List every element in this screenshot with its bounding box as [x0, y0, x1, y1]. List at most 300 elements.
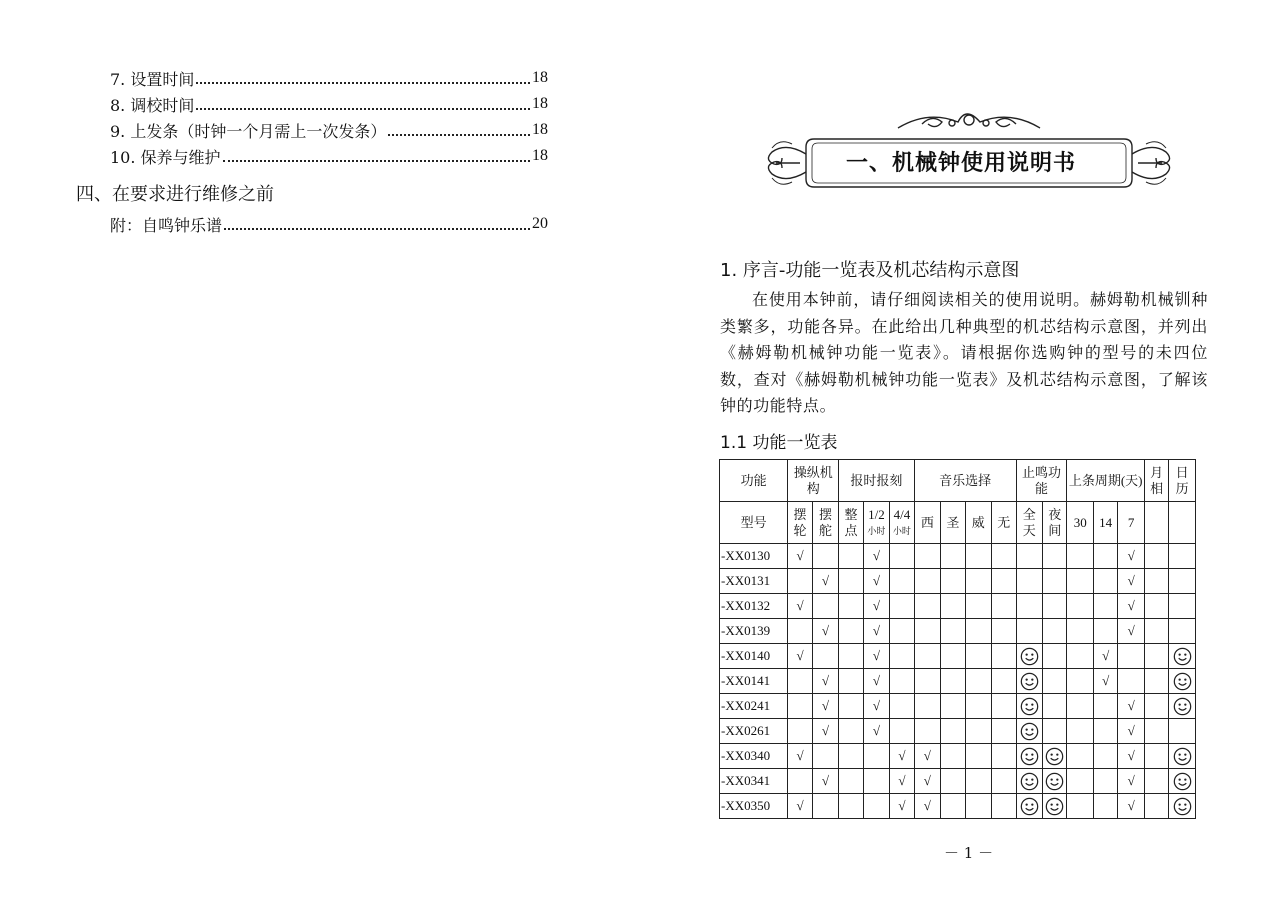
sub-header-30: 30 — [1067, 502, 1093, 544]
table-cell — [1067, 744, 1093, 769]
table-cell — [1016, 569, 1042, 594]
table-cell — [941, 569, 965, 594]
table-cell — [890, 719, 914, 744]
model-cell: -XX0340 — [720, 744, 788, 769]
model-cell: -XX0140 — [720, 644, 788, 669]
sub-header-escapement: 摆舵 — [812, 502, 839, 544]
check-mark: √ — [1127, 773, 1135, 788]
table-cell — [788, 669, 812, 694]
table-cell — [1016, 669, 1042, 694]
col-header-chime: 报时报刻 — [839, 460, 914, 502]
model-cell: -XX0139 — [720, 619, 788, 644]
table-cell — [788, 769, 812, 794]
table-cell — [1067, 769, 1093, 794]
table-cell — [1144, 669, 1168, 694]
check-mark: √ — [796, 548, 804, 563]
table-cell — [1043, 619, 1067, 644]
table-cell — [839, 794, 863, 819]
check-mark: √ — [872, 648, 880, 663]
table-cell — [1169, 644, 1196, 669]
table-cell — [1118, 769, 1144, 794]
table-cell — [1016, 644, 1042, 669]
check-mark: √ — [898, 748, 906, 763]
sub-header-quarter-bottom: 小时 — [892, 525, 911, 536]
table-cell — [992, 619, 1016, 644]
table-cell — [890, 619, 914, 644]
table-cell — [965, 644, 991, 669]
table-cell — [863, 794, 889, 819]
table-cell — [1144, 794, 1168, 819]
table-cell — [890, 669, 914, 694]
table-cell — [1144, 694, 1168, 719]
smiley-face-icon — [1020, 772, 1039, 791]
col-header-mechanism: 操纵机构 — [788, 460, 839, 502]
sub-header-half-top: 1/2 — [868, 506, 885, 522]
chapter-title[interactable]: 一、机械钟使用说明书 — [845, 150, 1076, 176]
table-cell — [1144, 544, 1168, 569]
smiley-face-icon — [1173, 672, 1192, 691]
table-cell — [812, 769, 839, 794]
sub-header-half-bottom: 小时 — [867, 525, 886, 536]
sub-header-saint: 圣 — [941, 502, 965, 544]
table-cell — [1144, 644, 1168, 669]
table-cell — [890, 544, 914, 569]
table-cell — [914, 694, 940, 719]
table-row — [720, 544, 1196, 569]
table-cell — [1118, 569, 1144, 594]
table-cell — [839, 569, 863, 594]
check-mark: √ — [1127, 698, 1135, 713]
table-cell — [1016, 544, 1042, 569]
table-cell — [839, 544, 863, 569]
table-cell — [863, 669, 889, 694]
table-cell — [1093, 644, 1117, 669]
table-cell — [839, 619, 863, 644]
table-cell — [812, 619, 839, 644]
smiley-face-icon — [1020, 722, 1039, 741]
table-cell — [1067, 569, 1093, 594]
model-cell: -XX0141 — [720, 669, 788, 694]
table-cell — [839, 719, 863, 744]
table-cell — [992, 669, 1016, 694]
table-cell — [965, 669, 991, 694]
table-cell — [1043, 644, 1067, 669]
toc-section-heading[interactable]: 四、在要求进行维修之前 — [76, 184, 274, 205]
table-cell — [1067, 619, 1093, 644]
table-cell — [839, 694, 863, 719]
toc-entry-label: 10. 保养与维护 — [110, 147, 221, 167]
toc-leader-dots — [224, 227, 530, 230]
table-cell — [1118, 644, 1144, 669]
table-cell — [1067, 669, 1093, 694]
smiley-face-icon — [1020, 797, 1039, 816]
table-cell — [1118, 794, 1144, 819]
toc-entry-label: 9. 上发条（时钟一个月需上一次发条） — [110, 121, 387, 141]
check-mark: √ — [872, 673, 880, 688]
toc-entry-label: 附：自鸣钟乐谱 — [110, 215, 223, 235]
table-header-row — [720, 460, 1196, 502]
toc-entry-page: 20 — [532, 215, 548, 232]
sub-header-wei: 威 — [965, 502, 991, 544]
table-cell — [788, 544, 812, 569]
col-header-model: 型号 — [720, 502, 788, 544]
sub-header-7: 7 — [1118, 502, 1144, 544]
model-cell: -XX0130 — [720, 544, 788, 569]
table-row — [720, 744, 1196, 769]
table-cell — [992, 744, 1016, 769]
table-row — [720, 719, 1196, 744]
table-cell — [812, 719, 839, 744]
check-mark: √ — [1127, 748, 1135, 763]
table-cell — [965, 794, 991, 819]
table-cell — [1169, 744, 1196, 769]
table-cell — [1118, 619, 1144, 644]
table-cell — [1067, 794, 1093, 819]
table-row — [720, 619, 1196, 644]
col-header-silence: 止鸣功能 — [1016, 460, 1067, 502]
toc-entry-8[interactable] — [110, 91, 548, 117]
table-cell — [788, 619, 812, 644]
table-cell — [1144, 719, 1168, 744]
smiley-face-icon — [1173, 647, 1192, 666]
table-cell — [1093, 719, 1117, 744]
sub-header-allday: 全天 — [1016, 502, 1042, 544]
table-cell — [992, 694, 1016, 719]
table-cell — [1093, 569, 1117, 594]
table-cell — [914, 619, 940, 644]
table-row — [720, 769, 1196, 794]
check-mark: √ — [821, 773, 830, 788]
intro-paragraph: 在使用本钟前，请仔细阅读相关的使用说明。赫姆勒机械钏种类繁多，功能各异。在此给出几种典型的机芯结构示意图，并列出《赫姆勒机械钟功能一览表》。请根据你选购钟的型号的未四位数，查对《赫姆勒机械钟功能一览表》及机芯结构示意图，了解该钟的功能特点。 — [720, 290, 1208, 415]
table-cell — [788, 794, 812, 819]
table-cell — [863, 569, 889, 594]
sub-header-14: 14 — [1093, 502, 1117, 544]
check-mark: √ — [923, 773, 931, 788]
table-cell — [1144, 619, 1168, 644]
table-cell — [941, 644, 965, 669]
table-cell — [1118, 719, 1144, 744]
table-cell — [1016, 719, 1042, 744]
check-mark: √ — [821, 723, 830, 738]
table-cell — [941, 794, 965, 819]
table-cell — [1043, 594, 1067, 619]
table-cell — [965, 694, 991, 719]
check-mark: √ — [1102, 673, 1110, 688]
table-cell — [890, 644, 914, 669]
table-cell — [839, 669, 863, 694]
table-cell — [992, 569, 1016, 594]
table-cell — [1093, 594, 1117, 619]
sub-header-half-hour — [863, 502, 889, 544]
check-mark: √ — [872, 573, 880, 588]
toc-entry-7[interactable] — [110, 65, 548, 91]
table-cell — [992, 719, 1016, 744]
table-cell — [812, 669, 839, 694]
table-cell — [941, 544, 965, 569]
check-mark: √ — [898, 798, 906, 813]
table-cell — [1093, 694, 1117, 719]
table-cell — [863, 544, 889, 569]
table-cell — [941, 769, 965, 794]
col-header-winding: 上条周期(天) — [1067, 460, 1144, 502]
check-mark: √ — [1127, 573, 1135, 588]
table-cell — [1016, 744, 1042, 769]
toc-entry-appendix[interactable] — [110, 211, 548, 237]
table-cell — [1016, 619, 1042, 644]
table-cell — [788, 569, 812, 594]
table-cell — [1144, 594, 1168, 619]
subsection-heading[interactable]: 1.1 功能一览表 — [720, 433, 838, 453]
check-mark: √ — [923, 798, 931, 813]
check-mark: √ — [872, 723, 880, 738]
table-cell — [1016, 594, 1042, 619]
table-row — [720, 694, 1196, 719]
table-cell — [1144, 769, 1168, 794]
toc-leader-dots — [196, 81, 530, 84]
smiley-face-icon — [1173, 772, 1192, 791]
table-cell — [863, 694, 889, 719]
table-cell — [788, 719, 812, 744]
table-cell — [839, 744, 863, 769]
model-cell: -XX0132 — [720, 594, 788, 619]
table-cell — [1169, 594, 1196, 619]
table-cell — [914, 594, 940, 619]
table-cell — [1118, 694, 1144, 719]
table-cell — [890, 794, 914, 819]
check-mark: √ — [872, 698, 880, 713]
table-cell — [965, 569, 991, 594]
table-cell — [1093, 544, 1117, 569]
table-cell — [1016, 769, 1042, 794]
table-cell — [914, 644, 940, 669]
table-cell — [914, 669, 940, 694]
check-mark: √ — [796, 748, 804, 763]
check-mark: √ — [1102, 648, 1110, 663]
sub-header-moon-empty — [1144, 502, 1168, 544]
table-cell — [812, 694, 839, 719]
table-cell — [863, 644, 889, 669]
table-cell — [1043, 669, 1067, 694]
check-mark: √ — [1127, 548, 1135, 563]
table-cell — [863, 744, 889, 769]
table-cell — [965, 594, 991, 619]
check-mark: √ — [1127, 798, 1135, 813]
table-cell — [941, 619, 965, 644]
table-cell — [1118, 669, 1144, 694]
smiley-face-icon — [1020, 697, 1039, 716]
table-cell — [1169, 544, 1196, 569]
table-cell — [914, 544, 940, 569]
table-cell — [1067, 644, 1093, 669]
check-mark: √ — [872, 623, 880, 638]
table-cell — [1016, 694, 1042, 719]
table-cell — [1067, 719, 1093, 744]
table-cell — [788, 594, 812, 619]
table-cell — [914, 744, 940, 769]
table-cell — [788, 644, 812, 669]
check-mark: √ — [1127, 623, 1135, 638]
check-mark: √ — [923, 748, 931, 763]
table-cell — [1169, 669, 1196, 694]
table-cell — [890, 694, 914, 719]
sub-header-hour: 整点 — [839, 502, 863, 544]
smiley-face-icon — [1045, 772, 1064, 791]
function-table — [719, 459, 1196, 819]
toc-entry-9[interactable] — [110, 117, 548, 143]
sub-header-pendulum: 摆轮 — [788, 502, 812, 544]
smiley-face-icon — [1173, 747, 1192, 766]
smiley-face-icon — [1045, 747, 1064, 766]
table-row — [720, 644, 1196, 669]
table-cell — [1067, 594, 1093, 619]
table-cell — [1067, 544, 1093, 569]
table-cell — [992, 769, 1016, 794]
table-cell — [914, 769, 940, 794]
table-cell — [1144, 744, 1168, 769]
toc-entry-page: 18 — [532, 147, 548, 164]
table-cell — [1169, 769, 1196, 794]
table-row — [720, 669, 1196, 694]
model-cell: -XX0350 — [720, 794, 788, 819]
table-cell — [1093, 769, 1117, 794]
table-cell — [1043, 569, 1067, 594]
table-row — [720, 569, 1196, 594]
table-cell — [812, 594, 839, 619]
table-cell — [839, 644, 863, 669]
table-cell — [890, 769, 914, 794]
smiley-face-icon — [1020, 647, 1039, 666]
toc-entry-page: 18 — [532, 69, 548, 86]
table-cell — [1118, 744, 1144, 769]
table-cell — [965, 744, 991, 769]
check-mark: √ — [821, 673, 830, 688]
table-cell — [1016, 794, 1042, 819]
table-cell — [1067, 694, 1093, 719]
table-cell — [965, 619, 991, 644]
sub-header-quarter — [890, 502, 914, 544]
check-mark: √ — [872, 548, 880, 563]
toc-entry-label: 8. 调校时间 — [110, 95, 195, 115]
smiley-face-icon — [1020, 672, 1039, 691]
table-cell — [941, 694, 965, 719]
check-mark: √ — [1127, 598, 1135, 613]
table-cell — [992, 594, 1016, 619]
toc-leader-dots — [223, 159, 530, 162]
smiley-face-icon — [1173, 797, 1192, 816]
table-cell — [992, 544, 1016, 569]
table-cell — [1093, 619, 1117, 644]
table-cell — [1118, 594, 1144, 619]
table-cell — [965, 769, 991, 794]
table-cell — [839, 769, 863, 794]
toc-entry-label: 7. 设置时间 — [110, 69, 195, 89]
table-cell — [1144, 569, 1168, 594]
check-mark: √ — [821, 573, 830, 588]
check-mark: √ — [872, 598, 880, 613]
table-cell — [788, 694, 812, 719]
page-number: － 1 － — [944, 844, 994, 862]
table-cell — [941, 744, 965, 769]
table-cell — [1169, 569, 1196, 594]
col-header-music: 音乐选择 — [914, 460, 1016, 502]
check-mark: √ — [1127, 723, 1135, 738]
table-cell — [1043, 719, 1067, 744]
table-cell — [890, 594, 914, 619]
table-row — [720, 594, 1196, 619]
toc-leader-dots — [388, 133, 530, 136]
check-mark: √ — [821, 698, 830, 713]
table-cell — [1043, 794, 1067, 819]
table-cell — [863, 769, 889, 794]
col-header-function: 功能 — [720, 460, 788, 502]
table-cell — [1169, 794, 1196, 819]
sub-header-night: 夜间 — [1043, 502, 1067, 544]
table-cell — [941, 594, 965, 619]
table-cell — [812, 569, 839, 594]
model-cell: -XX0261 — [720, 719, 788, 744]
toc-leader-dots — [196, 107, 530, 110]
table-cell — [839, 594, 863, 619]
table-cell — [1169, 719, 1196, 744]
table-cell — [812, 644, 839, 669]
table-cell — [812, 744, 839, 769]
sub-header-none: 无 — [992, 502, 1016, 544]
table-cell — [1043, 769, 1067, 794]
sub-header-quarter-top: 4/4 — [893, 506, 911, 522]
table-cell — [941, 719, 965, 744]
toc-entry-page: 18 — [532, 95, 548, 112]
table-subheader-row — [720, 502, 1196, 544]
model-cell: -XX0131 — [720, 569, 788, 594]
table-cell — [992, 794, 1016, 819]
check-mark: √ — [796, 798, 804, 813]
table-cell — [1043, 744, 1067, 769]
table-cell — [863, 719, 889, 744]
smiley-face-icon — [1045, 797, 1064, 816]
table-cell — [914, 569, 940, 594]
table-cell — [1169, 694, 1196, 719]
table-cell — [1093, 744, 1117, 769]
smiley-face-icon — [1020, 747, 1039, 766]
smiley-face-icon — [1173, 697, 1192, 716]
table-cell — [812, 794, 839, 819]
table-cell — [914, 794, 940, 819]
table-cell — [863, 594, 889, 619]
table-cell — [890, 744, 914, 769]
table-cell — [1093, 794, 1117, 819]
table-cell — [1043, 694, 1067, 719]
table-cell — [992, 644, 1016, 669]
check-mark: √ — [796, 648, 804, 663]
table-cell — [965, 719, 991, 744]
check-mark: √ — [796, 598, 804, 613]
model-cell: -XX0341 — [720, 769, 788, 794]
toc-entry-page: 18 — [532, 121, 548, 138]
table-cell — [1169, 619, 1196, 644]
sub-header-calendar-empty — [1169, 502, 1196, 544]
col-header-moon: 月相 — [1144, 460, 1168, 502]
table-cell — [812, 544, 839, 569]
table-cell — [941, 669, 965, 694]
table-cell — [788, 744, 812, 769]
sub-header-west: 西 — [914, 502, 940, 544]
table-cell — [914, 719, 940, 744]
table-cell — [890, 569, 914, 594]
col-header-calendar: 日历 — [1169, 460, 1196, 502]
toc-entry-10[interactable] — [110, 143, 548, 169]
model-cell: -XX0241 — [720, 694, 788, 719]
section-heading[interactable]: 1. 序言-功能一览表及机芯结构示意图 — [720, 260, 1020, 281]
